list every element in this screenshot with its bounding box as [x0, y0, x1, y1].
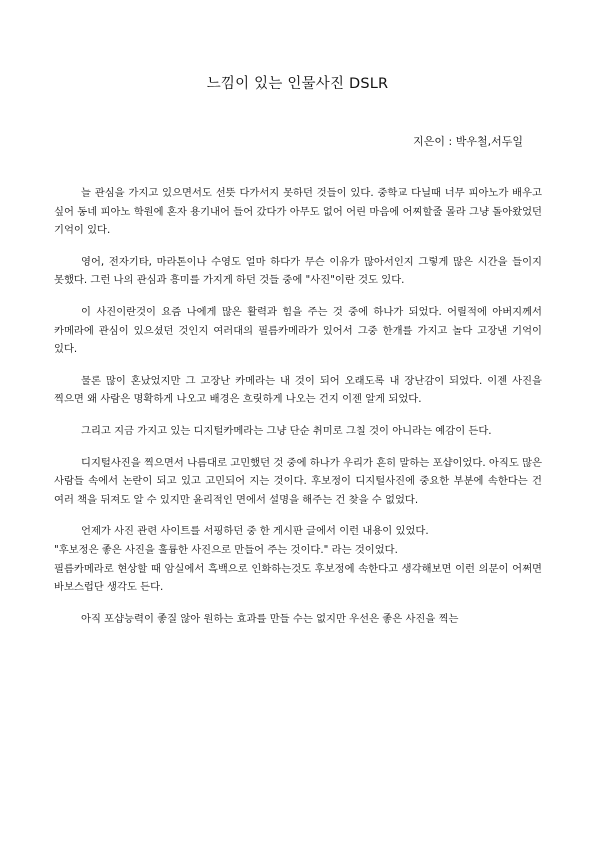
- author-line: 지은이 : 박우철,서두일: [413, 135, 523, 148]
- paragraph-3: 이 사진이란것이 요즘 나에게 많은 활력과 힘을 주는 것 중에 하나가 되었다. 어릴적에 아버지께서 카메라에 관심이 있으셨던 것인지 여러대의 필름카메라가 있어서 그중 한개를 가지고 놀다 고장낸 기억이 있다.: [54, 305, 542, 356]
- paragraph-8: 필름카메라로 현상할 때 암실에서 흑백으로 인화하는것도 후보정에 속한다고 생각해보면 이런 의문이 어쩌면 바보스럽단 생각도 든다.: [54, 562, 542, 594]
- paragraph-2: 영어, 전자기타, 마라톤이나 수영도 얼마 하다가 무슨 이유가 많아서인지 그렇게 많은 시간을 들이지 못했다. 그런 나의 관심과 흥미를 가지게 하던 것들 중에 "사진"이란 것도 있다.: [54, 255, 542, 287]
- paragraph-1: 늘 관심을 가지고 있으면서도 선뜻 다가서지 못하던 것들이 있다. 중학교 다닐때 너무 피아노가 배우고 싶어 동네 피아노 학원에 혼자 용기내어 들어 갔다가 아무도 없어 어린 마음에 어찌할줄 몰라 그냥 돌아왔었던 기억이 있다.: [54, 187, 542, 237]
- paragraph-7: 언제가 사진 관련 사이트를 서핑하던 중 한 게시판 글에서 이런 내용이 있었다.: [81, 525, 429, 538]
- paragraph-6: 디지털사진을 찍으면서 나름대로 고민했던 것 중에 하나가 우리가 흔히 말하는 포샵이었다. 아직도 많은 사람들 속에서 논란이 되고 있고 고민되어 지는 것이다. 후보정이 디지털사진에 중요한 부분에 속한다는 건 여러 책을 뒤져도 알 수 있지만 윤리적인 면에서 설명을 해주는 건 찾을 수 없었다.: [54, 456, 542, 506]
- paragraph-quote: "후보정은 좋은 사진을 훌륭한 사진으로 만들어 주는 것이다." 라는 것이었다.: [54, 543, 398, 556]
- paragraph-4: 물론 많이 혼났었지만 그 고장난 카메라는 내 것이 되어 오래도록 내 장난감이 되었다. 이젠 사진을 찍으면 왜 사람은 명확하게 나오고 배경은 흐릿하게 나오는 건지 이젠 알게 되었다.: [54, 374, 542, 406]
- paragraph-9: 아직 포샵능력이 좋질 않아 원하는 효과를 만들 수는 없지만 우선은 좋은 사진을 찍는: [81, 612, 459, 625]
- document-body: [54, 184, 542, 641]
- paragraph-5: 그리고 지금 가지고 있는 디지털카메라는 그냥 단순 취미로 그칠 것이 아니라는 예감이 든다.: [81, 424, 492, 437]
- document-title: 느낌이 있는 인물사진 DSLR: [206, 76, 389, 92]
